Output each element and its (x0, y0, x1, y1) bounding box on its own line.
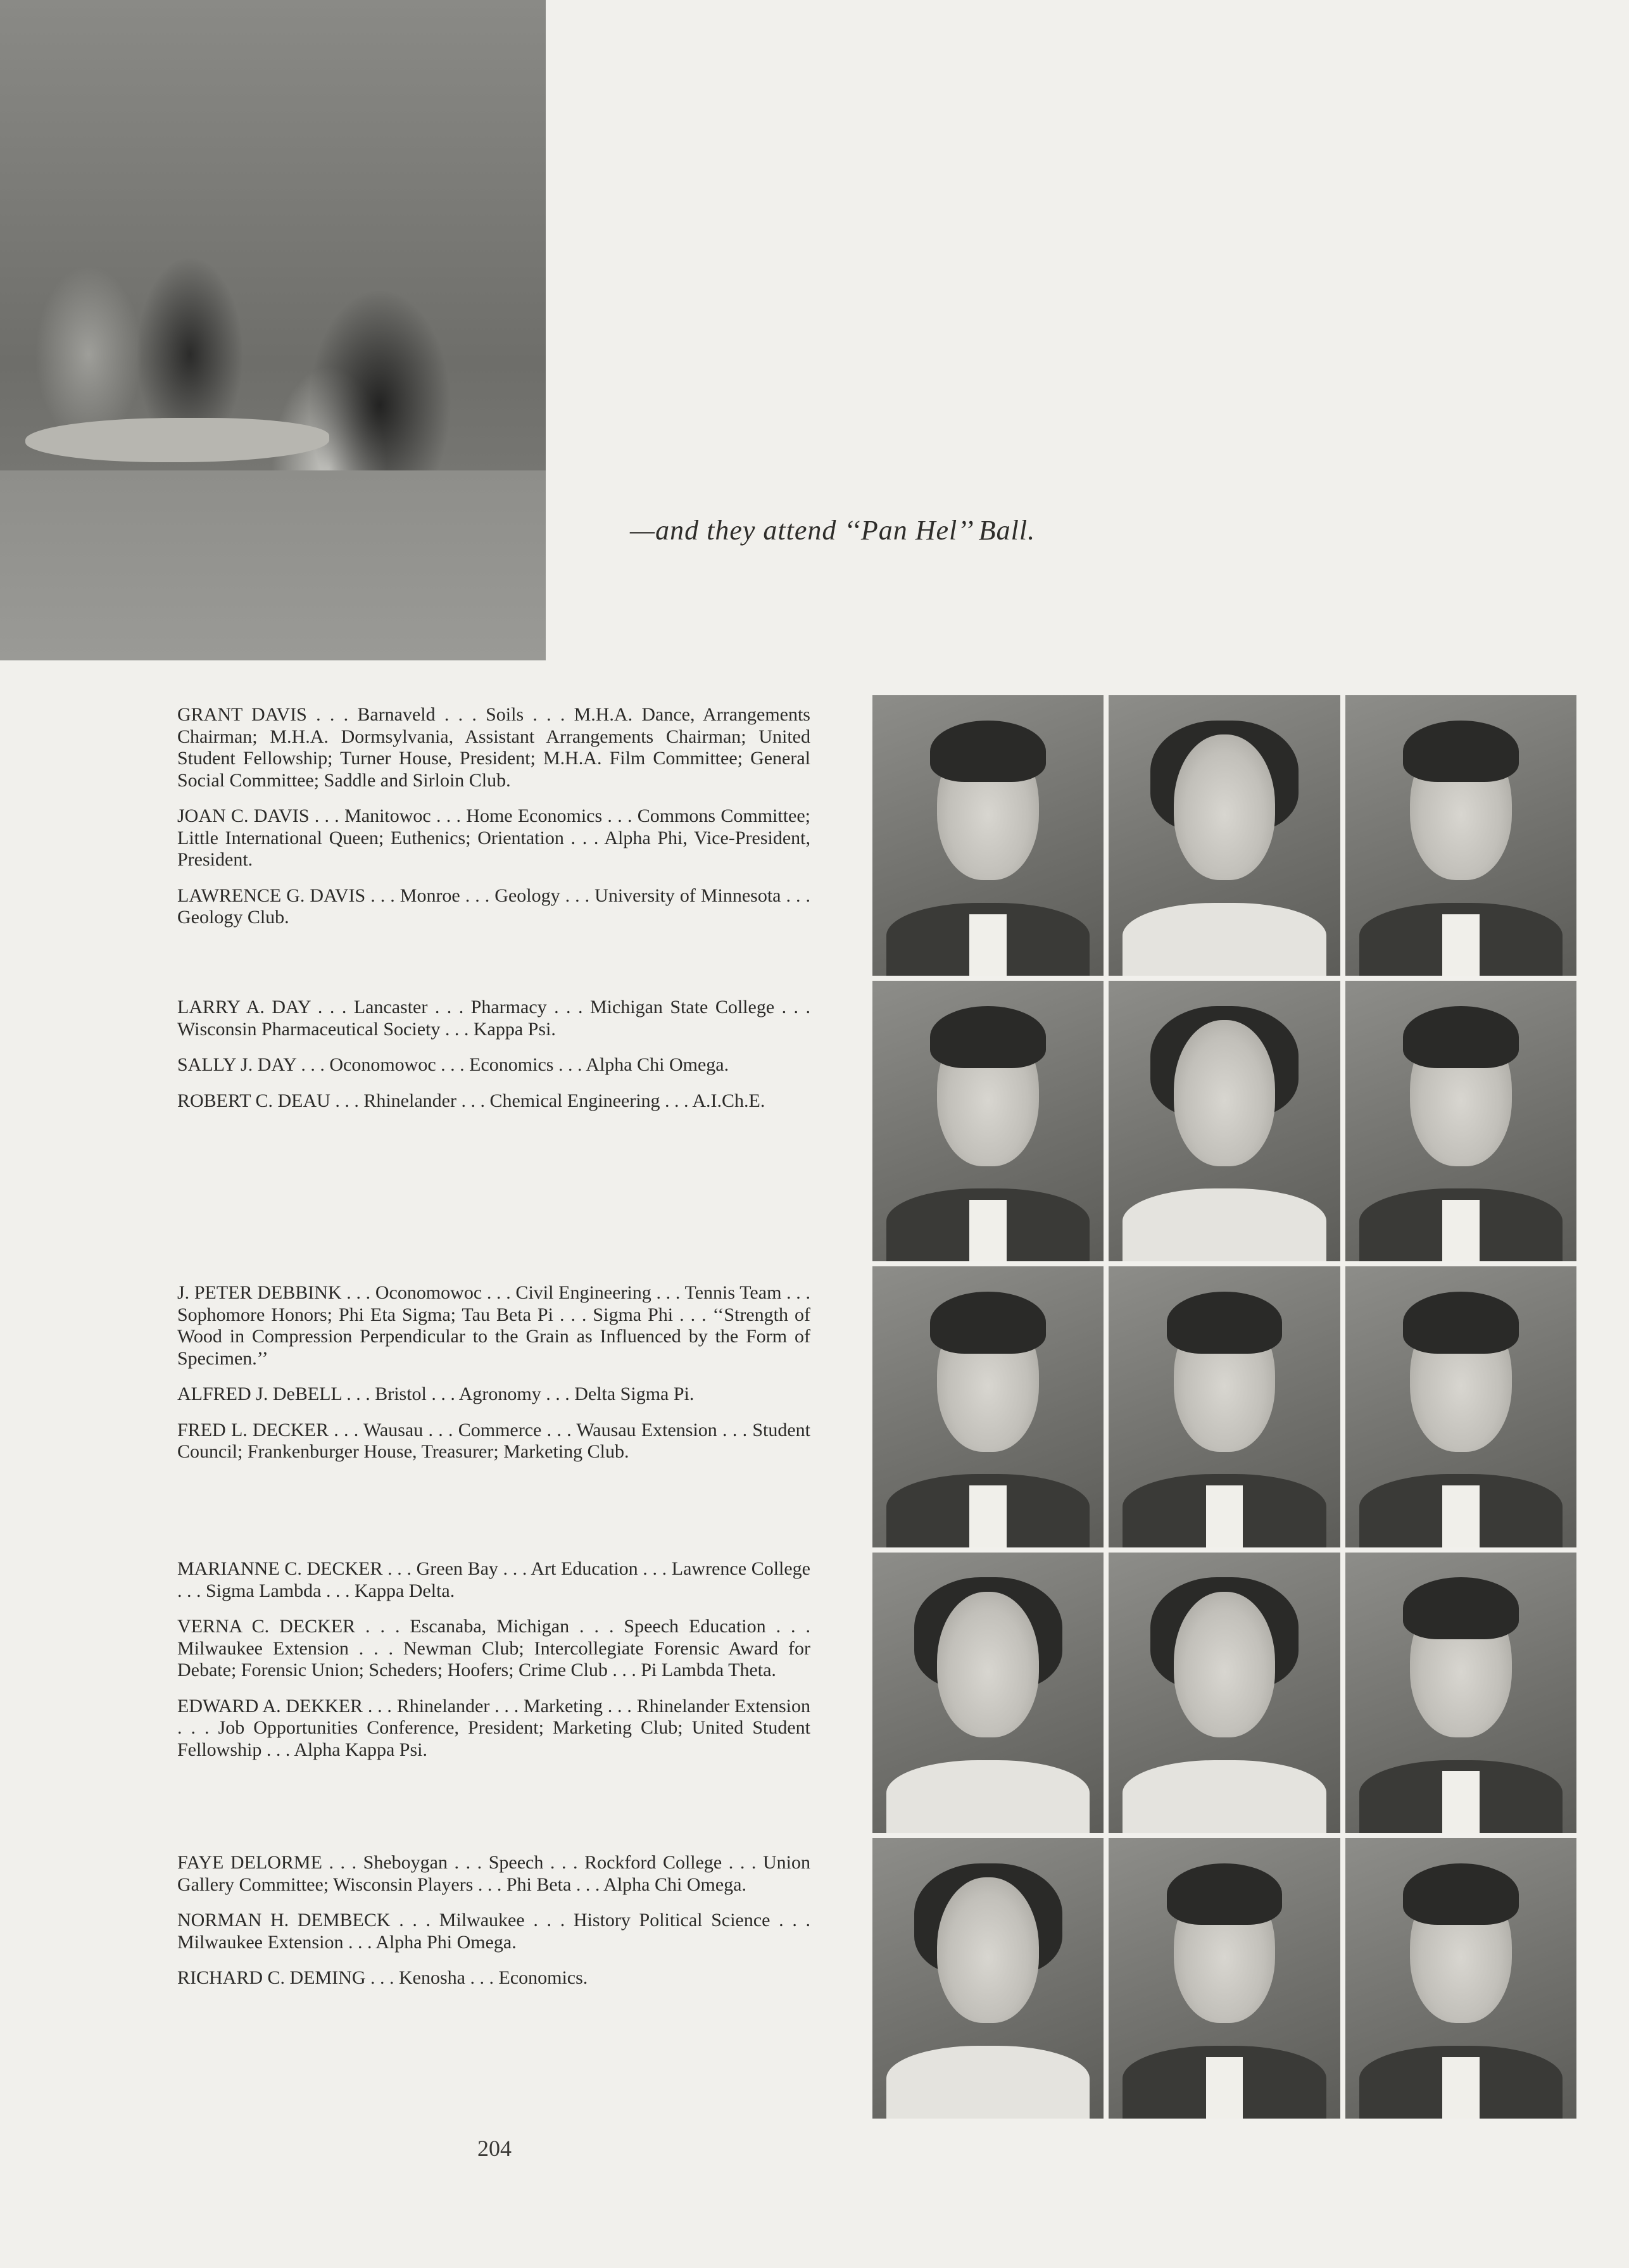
page-number: 204 (477, 2136, 512, 2161)
portrait-photo (1345, 981, 1576, 1261)
entry-group-4 (177, 1558, 810, 1852)
portrait-photo (872, 981, 1104, 1261)
ball-photo (0, 0, 546, 660)
entry-group-5 (177, 1852, 810, 1989)
portrait-photo (1109, 1266, 1340, 1547)
portrait-photo (1345, 1266, 1576, 1547)
entry-alfred-debell: ALFRED J. DeBELL . . . Bristol . . . Agronomy . . . Delta Sigma Pi. (177, 1383, 695, 1404)
photo-floor (0, 470, 546, 660)
entry-group-3 (177, 1282, 810, 1558)
portrait-photo (872, 1266, 1104, 1547)
entry-verna-decker: VERNA C. DECKER . . . Escanaba, Michigan . . . Speech Education . . . Milwaukee Extension . . . Newman Club; Intercollegiate Forensic Award for Debate; Forensic Union; Scheders; Hoofers; Crime Club . . . Pi Lambda Theta. (177, 1616, 810, 1680)
photo-caption: —and they attend ‘‘Pan Hel’’ Ball. (630, 515, 1036, 546)
portrait-photo (872, 1838, 1104, 2119)
entry-group-2 (177, 997, 810, 1282)
portrait-photo (872, 695, 1104, 976)
portrait-photo (872, 1553, 1104, 1833)
portrait-photo (1345, 1553, 1576, 1833)
entry-edward-dekker: EDWARD A. DEKKER . . . Rhinelander . . . Marketing . . . Rhinelander Extension . . . Job Opportunities Conference, President; Marketing Club; United Student Fellowship . . . Alpha Kappa Psi. (177, 1695, 810, 1760)
portrait-photo (1109, 981, 1340, 1261)
entry-marianne-decker: MARIANNE C. DECKER . . . Green Bay . . . Art Education . . . Lawrence College . . . Sigma Lambda . . . Kappa Delta. (177, 1558, 810, 1601)
entry-fred-decker: FRED L. DECKER . . . Wausau . . . Commerce . . . Wausau Extension . . . Student Council; Frankenburger House, Treasurer; Marketing Club. (177, 1419, 810, 1462)
entry-richard-deming: RICHARD C. DEMING . . . Kenosha . . . Economics. (177, 1967, 588, 1988)
portrait-grid (872, 695, 1576, 2119)
entry-larry-day: LARRY A. DAY . . . Lancaster . . . Pharmacy . . . Michigan State College . . . Wisconsin Pharmaceutical Society . . . Kappa Psi. (177, 997, 810, 1040)
entry-norman-dembeck: NORMAN H. DEMBECK . . . Milwaukee . . . History Political Science . . . Milwaukee Extension . . . Alpha Phi Omega. (177, 1910, 810, 1953)
entry-sally-day: SALLY J. DAY . . . Oconomowoc . . . Economics . . . Alpha Chi Omega. (177, 1054, 729, 1075)
entry-lawrence-davis: LAWRENCE G. DAVIS . . . Monroe . . . Geology . . . University of Minnesota . . . Geology Club. (177, 885, 810, 928)
portrait-photo (1109, 1838, 1340, 2119)
entry-grant-davis: GRANT DAVIS . . . Barnaveld . . . Soils . . . M.H.A. Dance, Arrangements Chairman; M.H.A. Dormsylvania, Assistant Arrangements Chairman; United Student Fellowship; Turner House, President; M.H.A. Film Committee; General Social Committee; Saddle and Sirloin Club. (177, 704, 810, 791)
student-entries (177, 704, 810, 2003)
entry-peter-debbink: J. PETER DEBBINK . . . Oconomowoc . . . Civil Engineering . . . Tennis Team . . . Sophomore Honors; Phi Eta Sigma; Tau Beta Pi . . . Sigma Phi . . . ‘‘Strength of Wood in Compression Perpendicular to the Grain as Influenced by the Form of Specimen.’’ (177, 1282, 810, 1369)
entry-robert-deau: ROBERT C. DEAU . . . Rhinelander . . . Chemical Engineering . . . A.I.Ch.E. (177, 1090, 765, 1111)
portrait-photo (1345, 1838, 1576, 2119)
portrait-photo (1109, 695, 1340, 976)
entry-group-1 (177, 704, 810, 933)
entry-joan-davis: JOAN C. DAVIS . . . Manitowoc . . . Home Economics . . . Commons Committee; Little International Queen; Euthenics; Orientation . . . Alpha Phi, Vice-President, President. (177, 805, 810, 870)
portrait-photo (1345, 695, 1576, 976)
photo-table (25, 418, 329, 462)
entry-faye-delorme: FAYE DELORME . . . Sheboygan . . . Speech . . . Rockford College . . . Union Gallery Committee; Wisconsin Players . . . Phi Beta . . . Alpha Chi Omega. (177, 1852, 810, 1895)
portrait-photo (1109, 1553, 1340, 1833)
